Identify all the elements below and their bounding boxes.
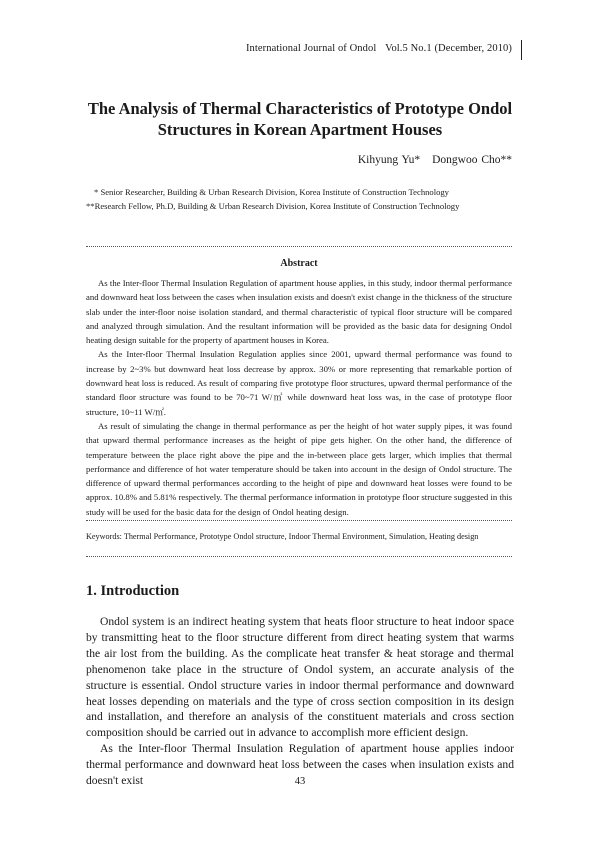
introduction-body	[86, 614, 514, 789]
dotted-rule-bottom	[86, 556, 512, 557]
keywords: Keywords: Thermal Performance, Prototype Ondol structure, Indoor Thermal Environment, Simulation, Heating design	[86, 532, 479, 541]
introduction-paragraph-1: Ondol system is an indirect heating system that heats floor structure to heat indoor space by transmitting heat to the floor structure different from direct heating system that warms the air lost from the building. As the complicate heat transfer & heat storage and thermal phenomenon take place in the structure of Ondol system, an accurate analysis of the structure is essential. Ondol structure varies in indoor thermal performance and downward heat losses depending on materials and the type of cross section composition in its design and installation, and therefore an analysis of the constituent materials and cross section composition should be carried out in advance to accomplish more efficient design.	[86, 615, 514, 740]
title-line-2: Structures in Korean Apartment Houses	[157, 120, 443, 139]
author-list	[358, 154, 512, 166]
abstract-paragraph-1: As the Inter-floor Thermal Insulation Regulation of apartment house applies, in this study, indoor thermal performance and downward heat loss between the cases when insulation exists and doesn't exist change in the thickness of the structure slab under the inter-floor noise isolation standard, and thermal characteristic of typical floor structure will be compared and analyzed through simulation. And the resultant information will be provided as the basic data for designing Ondol heating design suitable for the property of apartment houses in Korea.	[86, 278, 512, 346]
abstract-heading: Abstract	[280, 258, 318, 269]
dotted-rule-middle	[86, 520, 512, 521]
page-number: 43	[294, 776, 306, 787]
header-rule	[521, 40, 522, 60]
section-heading-introduction: 1. Introduction	[86, 583, 180, 599]
running-header	[246, 43, 512, 54]
journal-name: International Journal of Ondol	[245, 43, 377, 54]
abstract-paragraph-3: As result of simulating the change in thermal performance as per the height of hot water supply pipes, it was found that upward thermal performance increases as the height of pipe gets higher. On the other hand, the difference of temperature between the place right above the pipe and the in-between place gets larger, which implies that thermal performance and difference of hot water temperature should be taken into account in the design of Ondol structure. The difference of upward thermal performances according to the height of pipe and downward heat losses were found to be approx. 10.8% and 5.81% respectively. The thermal performance information in prototype floor structure suggested in this study will be used for the basic data for the design of Ondol heating design.	[86, 420, 512, 517]
author-1: Kihyung Yu*	[357, 154, 421, 166]
abstract-paragraph-2: As the Inter-floor Thermal Insulation Regulation applies since 2001, upward thermal performance was found to increase by 2~3% but downward heat loss decrease by approx. 30% or more representing that remarkable portion of downward heat loss is reduced. As result of comparing five prototype floor structures, upward thermal performance of the standard floor structure was found to be 70~71 W/㎡ while downward heat loss was, in the case of prototype floor structure, 10~11 W/㎡.	[86, 349, 512, 417]
affiliation-1: * Senior Researcher, Building & Urban Research Division, Korea Institute of Construction Technology	[94, 187, 449, 197]
affiliation-2: **Research Fellow, Ph.D, Building & Urban Research Division, Korea Institute of Construction Technology	[86, 201, 460, 211]
paper-title	[60, 98, 540, 140]
introduction-paragraph-2: As the Inter-floor Thermal Insulation Regulation of apartment house applies indoor thermal performance and downward heat loss between the cases when insulation exists and doesn't exist	[86, 742, 514, 788]
title-line-1: The Analysis of Thermal Characteristics of Prototype Ondol	[87, 99, 513, 118]
dotted-rule-top	[86, 246, 512, 247]
affiliations	[86, 185, 526, 213]
author-2: Dongwoo Cho**	[432, 154, 512, 166]
abstract-body	[86, 276, 512, 519]
journal-volume: Vol.5 No.1 (December, 2010)	[385, 43, 512, 54]
